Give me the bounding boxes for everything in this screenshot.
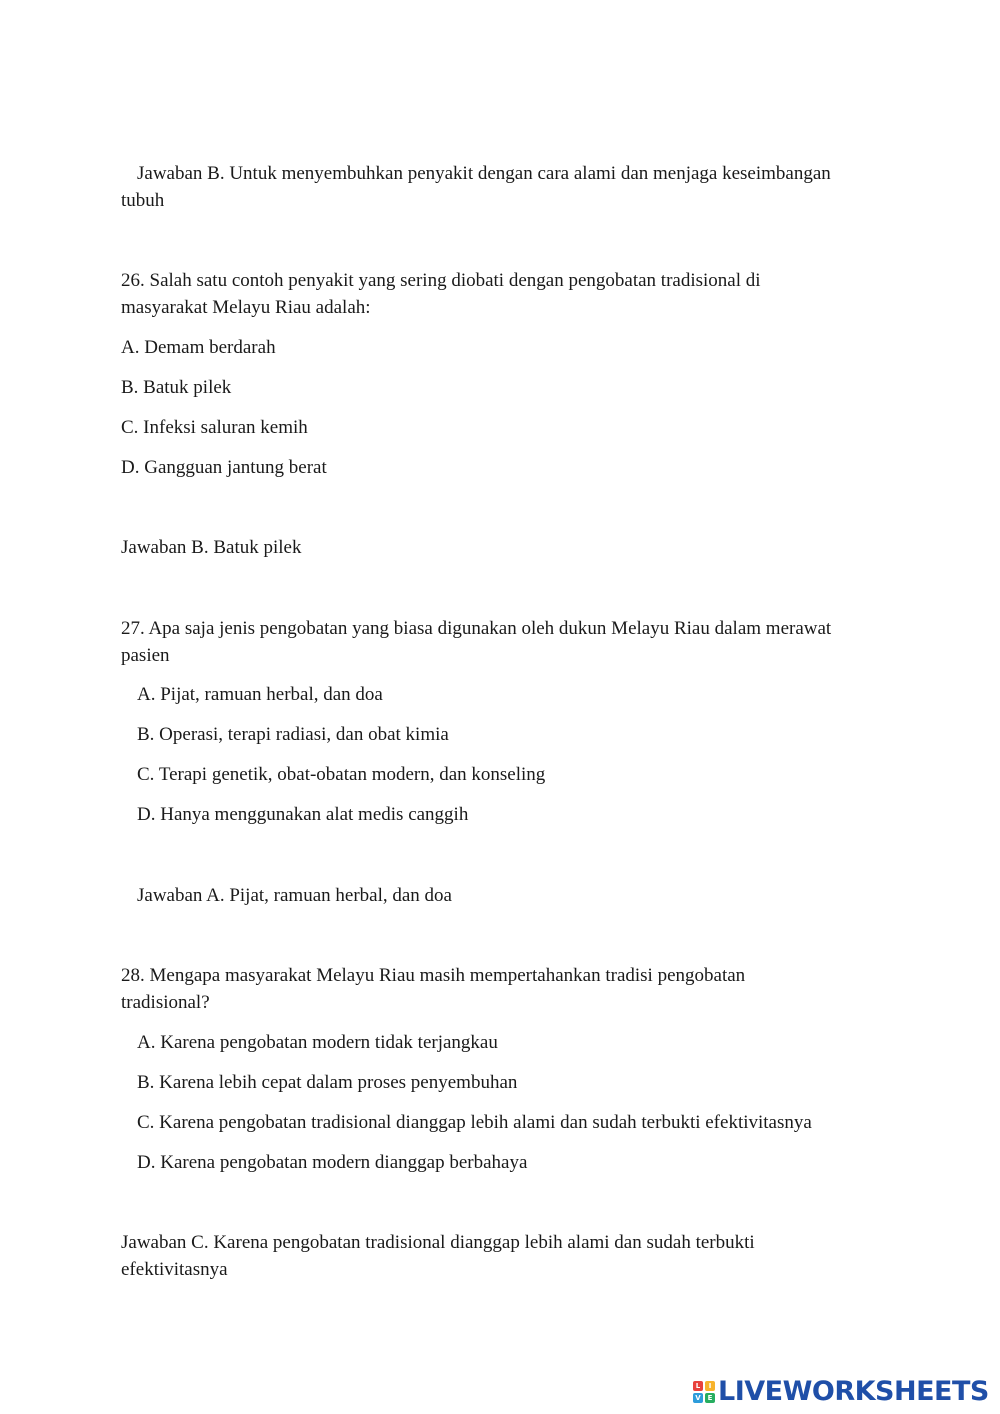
logo-mark-icon	[693, 1381, 715, 1403]
logo-mark-letter: V	[693, 1393, 703, 1403]
q26-option-a[interactable]: A. Demam berdarah	[121, 337, 276, 358]
q26-option-d[interactable]: D. Gangguan jantung berat	[121, 457, 327, 478]
logo-mark-letter: L	[693, 1381, 703, 1391]
liveworksheets-logo	[693, 1377, 989, 1407]
q26-answer: Jawaban B. Batuk pilek	[121, 537, 302, 558]
q26-option-b[interactable]: B. Batuk pilek	[121, 377, 232, 398]
q28-answer-line2: efektivitasnya	[121, 1259, 228, 1280]
q25-answer-line2: tubuh	[121, 190, 165, 211]
q27-question-line2: pasien	[121, 645, 170, 666]
logo-mark-letter: I	[705, 1381, 715, 1391]
q27-answer: Jawaban A. Pijat, ramuan herbal, dan doa	[137, 885, 452, 906]
q26-option-c[interactable]: C. Infeksi saluran kemih	[121, 417, 308, 438]
logo-mark-letter: E	[705, 1393, 715, 1403]
q27-option-d[interactable]: D. Hanya menggunakan alat medis canggih	[137, 804, 469, 825]
q28-option-b[interactable]: B. Karena lebih cepat dalam proses penyembuhan	[137, 1072, 518, 1093]
q27-option-c[interactable]: C. Terapi genetik, obat-obatan modern, dan konseling	[137, 764, 546, 785]
q28-option-a[interactable]: A. Karena pengobatan modern tidak terjangkau	[137, 1032, 498, 1053]
logo-text: LIVEWORKSHEETS	[718, 1376, 989, 1407]
q28-option-d[interactable]: D. Karena pengobatan modern dianggap berbahaya	[137, 1152, 528, 1173]
q27-option-b[interactable]: B. Operasi, terapi radiasi, dan obat kimia	[137, 724, 449, 745]
q28-question-line2: tradisional?	[121, 992, 210, 1013]
q28-answer-line1: Jawaban C. Karena pengobatan tradisional dianggap lebih alami dan sudah terbukti	[121, 1232, 755, 1253]
q27-question-line1: 27. Apa saja jenis pengobatan yang biasa digunakan oleh dukun Melayu Riau dalam merawat	[121, 618, 832, 639]
q26-question-line2: masyarakat Melayu Riau adalah:	[121, 297, 371, 318]
q28-option-c[interactable]: C. Karena pengobatan tradisional dianggap lebih alami dan sudah terbukti efektivitasnya	[137, 1112, 812, 1133]
q28-question-line1: 28. Mengapa masyarakat Melayu Riau masih mempertahankan tradisi pengobatan	[121, 965, 746, 986]
q27-option-a[interactable]: A. Pijat, ramuan herbal, dan doa	[137, 684, 383, 705]
q26-question-line1: 26. Salah satu contoh penyakit yang sering diobati dengan pengobatan tradisional di	[121, 270, 761, 291]
q25-answer-line1: Jawaban B. Untuk menyembuhkan penyakit dengan cara alami dan menjaga keseimbangan	[137, 163, 831, 184]
